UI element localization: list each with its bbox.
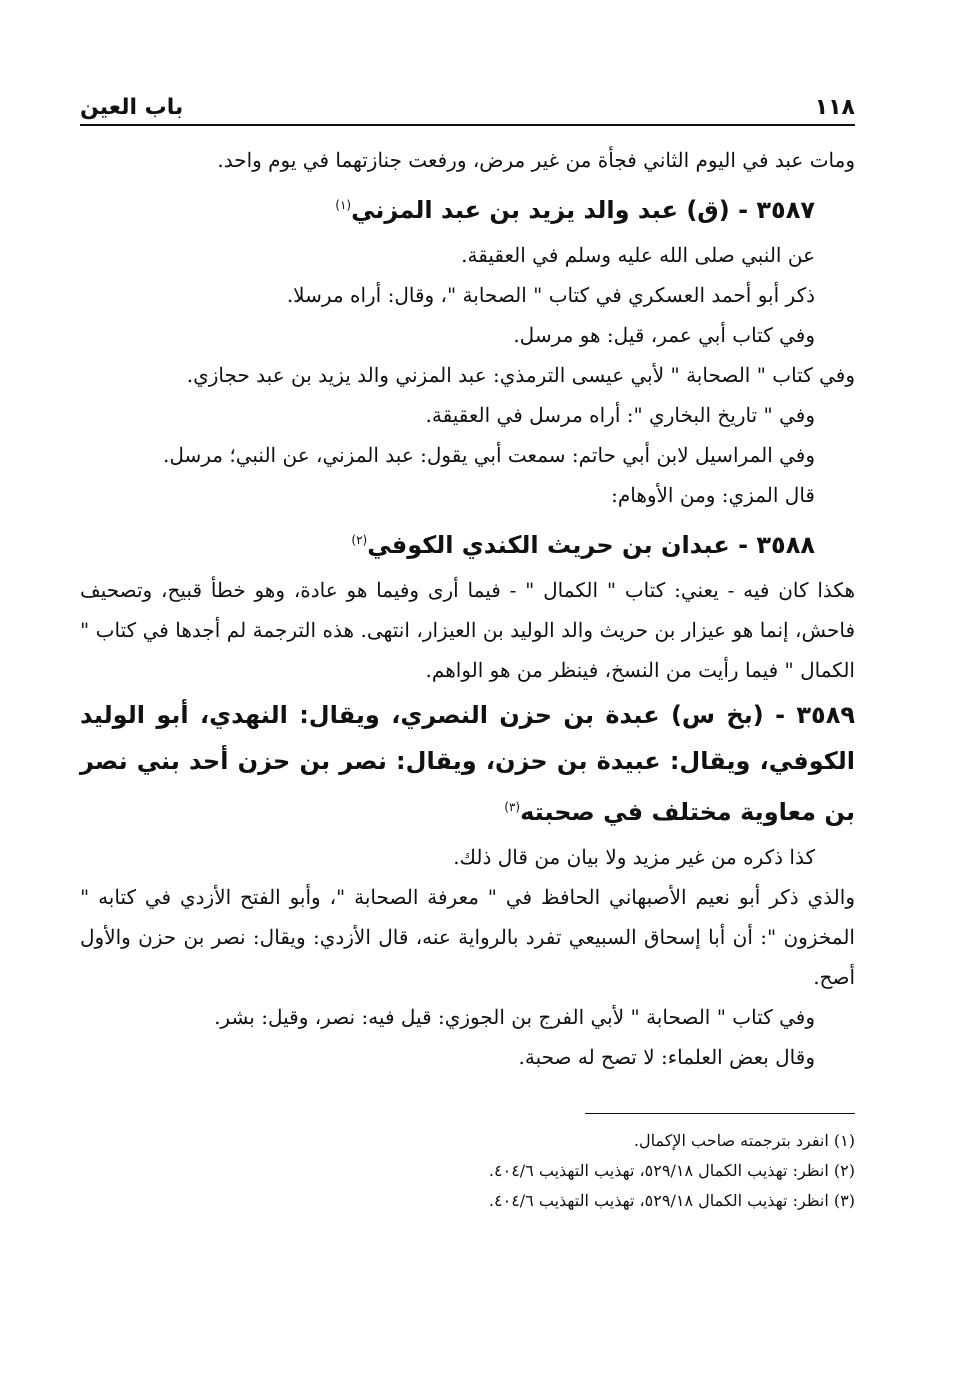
entry-heading-3589 [80,692,855,835]
paragraph: وفي " تاريخ البخاري ": أراه مرسل في العقيقة. [425,403,815,427]
chapter-title: باب العين [80,95,184,120]
paragraph: ذكر أبو أحمد العسكري في كتاب " الصحابة "، وقال: أراه مرسلا. [286,283,815,307]
footnote-mark: (٣) [504,800,521,814]
paragraph: هكذا كان فيه - يعني: كتاب " الكمال " - فيما أرى وفيما هو عادة، وهو خطأ قبيح، وتصحيف فاحش، إنما هو عيزار بن حريث والد الوليد بن العيزار، انتهى. هذه الترجمة لم أجدها في كتاب " الكمال " فيما رأيت من النسخ، فينظر من هو الواهم. [80,578,855,682]
paragraph-intro: ومات عبد في اليوم الثاني فجأة من غير مرض، ورفعت جنازتهما في يوم واحد. [217,148,855,172]
footnote-1: (١) انفرد بترجمته صاحب الإكمال. [633,1131,855,1150]
running-header [80,70,855,126]
footnote-mark: (٢) [351,533,368,547]
paragraph: وفي كتاب " الصحابة " لأبي الفرج بن الجوزي: قيل فيه: نصر، وقيل: بشر. [214,1005,815,1029]
paragraph: كذا ذكره من غير مزيد ولا بيان من قال ذلك. [453,845,815,869]
footnote-2: (٢) انظر: تهذيب الكمال ٥٢٩/١٨، تهذيب التهذيب ٤٠٤/٦. [488,1161,855,1180]
footnote-mark: (١) [335,198,352,212]
entry-title: ٣٥٨٨ - عبدان بن حريث الكندي الكوفي [367,531,815,559]
entry-heading-3588 [80,517,855,568]
footnote-separator [585,1113,855,1114]
paragraph: والذي ذكر أبو نعيم الأصبهاني الحافظ في " معرفة الصحابة "، وأبو الفتح الأزدي في كتابه " المخزون ": أن أبا إسحاق السبيعي تفرد بالرواية عنه، قال الأزدي: ويقال: نصر بن حزن والأول أصح. [80,885,855,989]
book-page [80,70,855,1216]
paragraph: قال المزي: ومن الأوهام: [611,483,815,507]
footnote-3: (٣) انظر: تهذيب الكمال ٥٢٩/١٨، تهذيب التهذيب ٤٠٤/٦. [488,1191,855,1210]
main-text [80,140,855,1077]
paragraph: وفي المراسيل لابن أبي حاتم: سمعت أبي يقول: عبد المزني، عن النبي؛ مرسل. [163,443,815,467]
paragraph: وفي كتاب أبي عمر، قيل: هو مرسل. [513,323,815,347]
page-number: ١١٨ [814,95,855,120]
entry-title: ٣٥٨٧ - (ق) عبد والد يزيد بن عبد المزني [351,196,815,224]
paragraph: عن النبي صلى الله عليه وسلم في العقيقة. [461,243,815,267]
paragraph: وفي كتاب " الصحابة " لأبي عيسى الترمذي: عبد المزني والد يزيد بن عبد حجازي. [186,363,855,387]
entry-heading-3587 [80,182,855,233]
footnotes [80,1126,855,1216]
entry-title: ٣٥٨٩ - (بخ س) عبدة بن حزن النصري، ويقال: النهدي، أبو الوليد الكوفي، ويقال: عبيدة بن حزن، ويقال: نصر بن حزن أحد بني نصر بن معاوية مختلف في صحبته [80,701,855,826]
paragraph: وقال بعض العلماء: لا تصح له صحبة. [518,1045,815,1069]
